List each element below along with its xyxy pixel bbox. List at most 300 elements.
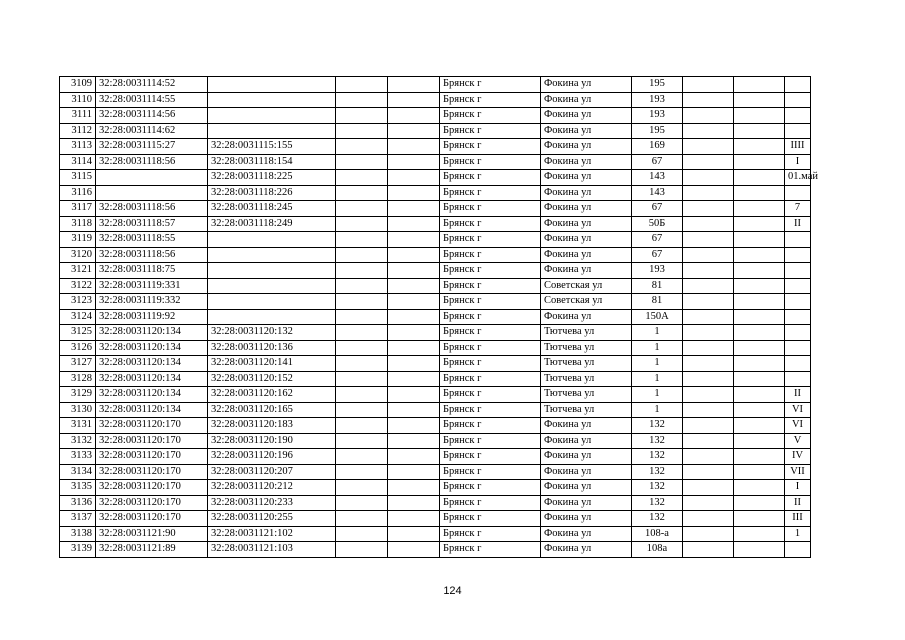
empty-cell (388, 170, 440, 186)
empty-cell (734, 542, 785, 558)
empty-cell (683, 170, 734, 186)
premises-number-cell (785, 340, 811, 356)
street-cell: Тютчева ул (541, 371, 632, 387)
empty-cell (683, 371, 734, 387)
city-cell: Брянск г (440, 402, 541, 418)
empty-cell (388, 201, 440, 217)
empty-cell (734, 139, 785, 155)
empty-cell (734, 418, 785, 434)
empty-cell (336, 480, 388, 496)
empty-cell (336, 108, 388, 124)
empty-cell (336, 123, 388, 139)
table-row (60, 371, 811, 387)
premises-cadastral-number-cell (208, 263, 336, 279)
street-cell: Фокина ул (541, 108, 632, 124)
row-number-cell: 3130 (60, 402, 96, 418)
empty-cell (388, 526, 440, 542)
empty-cell (336, 449, 388, 465)
empty-cell (734, 356, 785, 372)
premises-cadastral-number-cell (208, 108, 336, 124)
empty-cell (388, 232, 440, 248)
empty-cell (336, 402, 388, 418)
empty-cell (336, 356, 388, 372)
premises-number-cell (785, 371, 811, 387)
street-cell: Советская ул (541, 294, 632, 310)
street-cell: Фокина ул (541, 154, 632, 170)
cadastral-number-cell: 32:28:0031118:56 (96, 154, 208, 170)
premises-cadastral-number-cell (208, 77, 336, 93)
table-row (60, 263, 811, 279)
empty-cell (336, 433, 388, 449)
empty-cell (734, 201, 785, 217)
premises-number-cell (785, 92, 811, 108)
house-number-cell: 1 (632, 402, 683, 418)
cadastral-number-cell: 32:28:0031120:170 (96, 418, 208, 434)
premises-number-cell (785, 309, 811, 325)
empty-cell (734, 340, 785, 356)
premises-number-cell: I (785, 154, 811, 170)
empty-cell (336, 495, 388, 511)
cadastral-number-cell: 32:28:0031121:89 (96, 542, 208, 558)
house-number-cell: 132 (632, 433, 683, 449)
street-cell: Фокина ул (541, 77, 632, 93)
premises-number-cell: IIII (785, 139, 811, 155)
cadastral-number-cell: 32:28:0031118:56 (96, 201, 208, 217)
street-cell: Фокина ул (541, 526, 632, 542)
row-number-cell: 3117 (60, 201, 96, 217)
cadastral-number-cell: 32:28:0031120:170 (96, 495, 208, 511)
premises-cadastral-number-cell: 32:28:0031120:255 (208, 511, 336, 527)
empty-cell (336, 247, 388, 263)
street-cell: Фокина ул (541, 92, 632, 108)
premises-number-cell: III (785, 511, 811, 527)
empty-cell (388, 542, 440, 558)
cadastral-number-cell: 32:28:0031120:170 (96, 464, 208, 480)
premises-cadastral-number-cell: 32:28:0031121:103 (208, 542, 336, 558)
row-number-cell: 3133 (60, 449, 96, 465)
empty-cell (734, 154, 785, 170)
premises-number-cell (785, 77, 811, 93)
city-cell: Брянск г (440, 387, 541, 403)
cadastral-number-cell: 32:28:0031120:170 (96, 449, 208, 465)
house-number-cell: 132 (632, 449, 683, 465)
empty-cell (388, 387, 440, 403)
city-cell: Брянск г (440, 495, 541, 511)
premises-cadastral-number-cell: 32:28:0031121:102 (208, 526, 336, 542)
premises-cadastral-number-cell (208, 232, 336, 248)
house-number-cell: 67 (632, 232, 683, 248)
empty-cell (734, 402, 785, 418)
premises-number-cell: VI (785, 418, 811, 434)
empty-cell (734, 480, 785, 496)
city-cell: Брянск г (440, 263, 541, 279)
city-cell: Брянск г (440, 511, 541, 527)
empty-cell (388, 480, 440, 496)
house-number-cell: 195 (632, 77, 683, 93)
empty-cell (336, 278, 388, 294)
empty-cell (734, 216, 785, 232)
house-number-cell: 81 (632, 278, 683, 294)
street-cell: Фокина ул (541, 247, 632, 263)
city-cell: Брянск г (440, 418, 541, 434)
house-number-cell: 50Б (632, 216, 683, 232)
table-row (60, 154, 811, 170)
empty-cell (734, 232, 785, 248)
premises-cadastral-number-cell (208, 92, 336, 108)
city-cell: Брянск г (440, 433, 541, 449)
table-row (60, 340, 811, 356)
premises-cadastral-number-cell (208, 278, 336, 294)
street-cell: Тютчева ул (541, 356, 632, 372)
premises-number-cell (785, 108, 811, 124)
empty-cell (683, 201, 734, 217)
row-number-cell: 3123 (60, 294, 96, 310)
empty-cell (683, 154, 734, 170)
street-cell: Фокина ул (541, 480, 632, 496)
empty-cell (683, 123, 734, 139)
row-number-cell: 3110 (60, 92, 96, 108)
cadastral-number-cell: 32:28:0031118:55 (96, 232, 208, 248)
house-number-cell: 67 (632, 247, 683, 263)
premises-number-cell: 1 (785, 526, 811, 542)
house-number-cell: 132 (632, 495, 683, 511)
empty-cell (734, 263, 785, 279)
street-cell: Фокина ул (541, 418, 632, 434)
empty-cell (683, 433, 734, 449)
street-cell: Фокина ул (541, 216, 632, 232)
premises-number-cell: 01.май (785, 170, 811, 186)
table-row (60, 216, 811, 232)
row-number-cell: 3134 (60, 464, 96, 480)
premises-number-cell: V (785, 433, 811, 449)
row-number-cell: 3116 (60, 185, 96, 201)
house-number-cell: 143 (632, 170, 683, 186)
table-row (60, 480, 811, 496)
empty-cell (683, 294, 734, 310)
empty-cell (683, 511, 734, 527)
city-cell: Брянск г (440, 340, 541, 356)
empty-cell (683, 185, 734, 201)
empty-cell (734, 433, 785, 449)
premises-cadastral-number-cell (208, 123, 336, 139)
cadastral-number-cell: 32:28:0031120:134 (96, 402, 208, 418)
city-cell: Брянск г (440, 278, 541, 294)
premises-number-cell: II (785, 495, 811, 511)
empty-cell (388, 92, 440, 108)
empty-cell (336, 325, 388, 341)
street-cell: Фокина ул (541, 464, 632, 480)
empty-cell (683, 309, 734, 325)
street-cell: Фокина ул (541, 309, 632, 325)
empty-cell (388, 278, 440, 294)
street-cell: Фокина ул (541, 495, 632, 511)
premises-number-cell (785, 325, 811, 341)
house-number-cell: 108-а (632, 526, 683, 542)
premises-cadastral-number-cell: 32:28:0031118:154 (208, 154, 336, 170)
premises-cadastral-number-cell: 32:28:0031120:233 (208, 495, 336, 511)
empty-cell (734, 170, 785, 186)
table-row (60, 325, 811, 341)
city-cell: Брянск г (440, 480, 541, 496)
empty-cell (336, 371, 388, 387)
empty-cell (388, 154, 440, 170)
house-number-cell: 150А (632, 309, 683, 325)
row-number-cell: 3125 (60, 325, 96, 341)
premises-cadastral-number-cell: 32:28:0031120:136 (208, 340, 336, 356)
street-cell: Тютчева ул (541, 387, 632, 403)
empty-cell (388, 216, 440, 232)
cadastral-number-cell: 32:28:0031115:27 (96, 139, 208, 155)
street-cell: Фокина ул (541, 123, 632, 139)
table-row (60, 139, 811, 155)
empty-cell (388, 123, 440, 139)
empty-cell (683, 247, 734, 263)
table-row (60, 464, 811, 480)
city-cell: Брянск г (440, 123, 541, 139)
table-row (60, 387, 811, 403)
cadastral-number-cell: 32:28:0031120:134 (96, 325, 208, 341)
empty-cell (683, 387, 734, 403)
street-cell: Тютчева ул (541, 402, 632, 418)
street-cell: Фокина ул (541, 232, 632, 248)
cadastral-number-cell: 32:28:0031114:56 (96, 108, 208, 124)
house-number-cell: 81 (632, 294, 683, 310)
premises-cadastral-number-cell (208, 294, 336, 310)
house-number-cell: 132 (632, 418, 683, 434)
row-number-cell: 3118 (60, 216, 96, 232)
empty-cell (734, 464, 785, 480)
street-cell: Фокина ул (541, 170, 632, 186)
cadastral-number-cell: 32:28:0031120:170 (96, 480, 208, 496)
cadastral-number-cell: 32:28:0031121:90 (96, 526, 208, 542)
city-cell: Брянск г (440, 92, 541, 108)
city-cell: Брянск г (440, 154, 541, 170)
empty-cell (388, 309, 440, 325)
empty-cell (734, 511, 785, 527)
table-row (60, 278, 811, 294)
registry-table (59, 76, 818, 558)
empty-cell (336, 418, 388, 434)
table-row (60, 309, 811, 325)
city-cell: Брянск г (440, 139, 541, 155)
city-cell: Брянск г (440, 232, 541, 248)
empty-cell (683, 418, 734, 434)
premises-cadastral-number-cell: 32:28:0031120:132 (208, 325, 336, 341)
premises-number-cell (785, 185, 811, 201)
premises-number-cell (785, 542, 811, 558)
cadastral-number-cell: 32:28:0031120:134 (96, 356, 208, 372)
row-number-cell: 3135 (60, 480, 96, 496)
row-number-cell: 3114 (60, 154, 96, 170)
premises-number-cell: VI (785, 402, 811, 418)
empty-cell (336, 216, 388, 232)
empty-cell (683, 232, 734, 248)
empty-cell (734, 247, 785, 263)
table-row (60, 201, 811, 217)
empty-cell (388, 371, 440, 387)
table-row (60, 247, 811, 263)
empty-cell (388, 139, 440, 155)
premises-number-cell: II (785, 387, 811, 403)
empty-cell (734, 495, 785, 511)
empty-cell (734, 294, 785, 310)
empty-cell (388, 325, 440, 341)
page-number: 124 (443, 585, 462, 597)
empty-cell (734, 325, 785, 341)
house-number-cell: 143 (632, 185, 683, 201)
empty-cell (683, 278, 734, 294)
row-number-cell: 3129 (60, 387, 96, 403)
table-row (60, 123, 811, 139)
table-row (60, 232, 811, 248)
empty-cell (683, 356, 734, 372)
premises-number-cell: 7 (785, 201, 811, 217)
house-number-cell: 193 (632, 263, 683, 279)
city-cell: Брянск г (440, 371, 541, 387)
empty-cell (336, 387, 388, 403)
cadastral-number-cell: 32:28:0031118:75 (96, 263, 208, 279)
house-number-cell: 132 (632, 480, 683, 496)
city-cell: Брянск г (440, 216, 541, 232)
premises-cadastral-number-cell: 32:28:0031115:155 (208, 139, 336, 155)
row-number-cell: 3120 (60, 247, 96, 263)
empty-cell (734, 92, 785, 108)
empty-cell (683, 480, 734, 496)
empty-cell (683, 263, 734, 279)
city-cell: Брянск г (440, 185, 541, 201)
row-number-cell: 3132 (60, 433, 96, 449)
cadastral-number-cell: 32:28:0031120:170 (96, 511, 208, 527)
street-cell: Фокина ул (541, 449, 632, 465)
cadastral-number-cell (96, 170, 208, 186)
cadastral-number-cell: 32:28:0031120:134 (96, 387, 208, 403)
empty-cell (388, 433, 440, 449)
street-cell: Фокина ул (541, 185, 632, 201)
row-number-cell: 3137 (60, 511, 96, 527)
street-cell: Фокина ул (541, 511, 632, 527)
cadastral-number-cell: 32:28:0031118:57 (96, 216, 208, 232)
premises-cadastral-number-cell: 32:28:0031120:212 (208, 480, 336, 496)
table-body (60, 77, 818, 558)
row-number-cell: 3122 (60, 278, 96, 294)
empty-cell (388, 356, 440, 372)
premises-cadastral-number-cell: 32:28:0031118:245 (208, 201, 336, 217)
row-number-cell: 3139 (60, 542, 96, 558)
empty-cell (336, 92, 388, 108)
cadastral-number-cell: 32:28:0031119:332 (96, 294, 208, 310)
house-number-cell: 132 (632, 511, 683, 527)
empty-cell (388, 449, 440, 465)
premises-cadastral-number-cell (208, 309, 336, 325)
empty-cell (683, 216, 734, 232)
table-row (60, 356, 811, 372)
cadastral-number-cell: 32:28:0031114:62 (96, 123, 208, 139)
empty-cell (683, 464, 734, 480)
house-number-cell: 67 (632, 201, 683, 217)
empty-cell (683, 495, 734, 511)
table-row (60, 542, 811, 558)
city-cell: Брянск г (440, 108, 541, 124)
city-cell: Брянск г (440, 77, 541, 93)
city-cell: Брянск г (440, 170, 541, 186)
row-number-cell: 3119 (60, 232, 96, 248)
table-row (60, 402, 811, 418)
street-cell: Фокина ул (541, 263, 632, 279)
premises-number-cell (785, 278, 811, 294)
empty-cell (336, 170, 388, 186)
street-cell: Фокина ул (541, 433, 632, 449)
empty-cell (336, 232, 388, 248)
premises-number-cell (785, 294, 811, 310)
city-cell: Брянск г (440, 309, 541, 325)
premises-number-cell: VII (785, 464, 811, 480)
empty-cell (734, 387, 785, 403)
table-row (60, 170, 811, 186)
premises-cadastral-number-cell: 32:28:0031120:183 (208, 418, 336, 434)
city-cell: Брянск г (440, 201, 541, 217)
empty-cell (734, 108, 785, 124)
premises-cadastral-number-cell: 32:28:0031120:196 (208, 449, 336, 465)
table-row (60, 185, 811, 201)
empty-cell (388, 108, 440, 124)
empty-cell (336, 526, 388, 542)
empty-cell (683, 542, 734, 558)
empty-cell (683, 340, 734, 356)
empty-cell (683, 402, 734, 418)
cadastral-number-cell (96, 185, 208, 201)
row-number-cell: 3112 (60, 123, 96, 139)
house-number-cell: 1 (632, 356, 683, 372)
row-number-cell: 3124 (60, 309, 96, 325)
premises-cadastral-number-cell: 32:28:0031120:141 (208, 356, 336, 372)
empty-cell (336, 542, 388, 558)
empty-cell (336, 464, 388, 480)
premises-number-cell (785, 123, 811, 139)
empty-cell (388, 402, 440, 418)
house-number-cell: 108а (632, 542, 683, 558)
empty-cell (734, 371, 785, 387)
empty-cell (388, 464, 440, 480)
street-cell: Фокина ул (541, 139, 632, 155)
house-number-cell: 193 (632, 92, 683, 108)
empty-cell (683, 108, 734, 124)
empty-cell (683, 449, 734, 465)
empty-cell (388, 511, 440, 527)
cadastral-number-cell: 32:28:0031120:134 (96, 371, 208, 387)
cadastral-number-cell: 32:28:0031119:92 (96, 309, 208, 325)
row-number-cell: 3121 (60, 263, 96, 279)
empty-cell (388, 247, 440, 263)
table-row (60, 92, 811, 108)
row-number-cell: 3131 (60, 418, 96, 434)
empty-cell (388, 263, 440, 279)
empty-cell (388, 418, 440, 434)
city-cell: Брянск г (440, 464, 541, 480)
premises-cadastral-number-cell: 32:28:0031120:207 (208, 464, 336, 480)
empty-cell (336, 139, 388, 155)
empty-cell (388, 77, 440, 93)
row-number-cell: 3115 (60, 170, 96, 186)
city-cell: Брянск г (440, 449, 541, 465)
cadastral-number-cell: 32:28:0031114:55 (96, 92, 208, 108)
row-number-cell: 3138 (60, 526, 96, 542)
table-row (60, 433, 811, 449)
cadastral-number-cell: 32:28:0031118:56 (96, 247, 208, 263)
city-cell: Брянск г (440, 526, 541, 542)
city-cell: Брянск г (440, 325, 541, 341)
row-number-cell: 3127 (60, 356, 96, 372)
table-row (60, 77, 811, 93)
